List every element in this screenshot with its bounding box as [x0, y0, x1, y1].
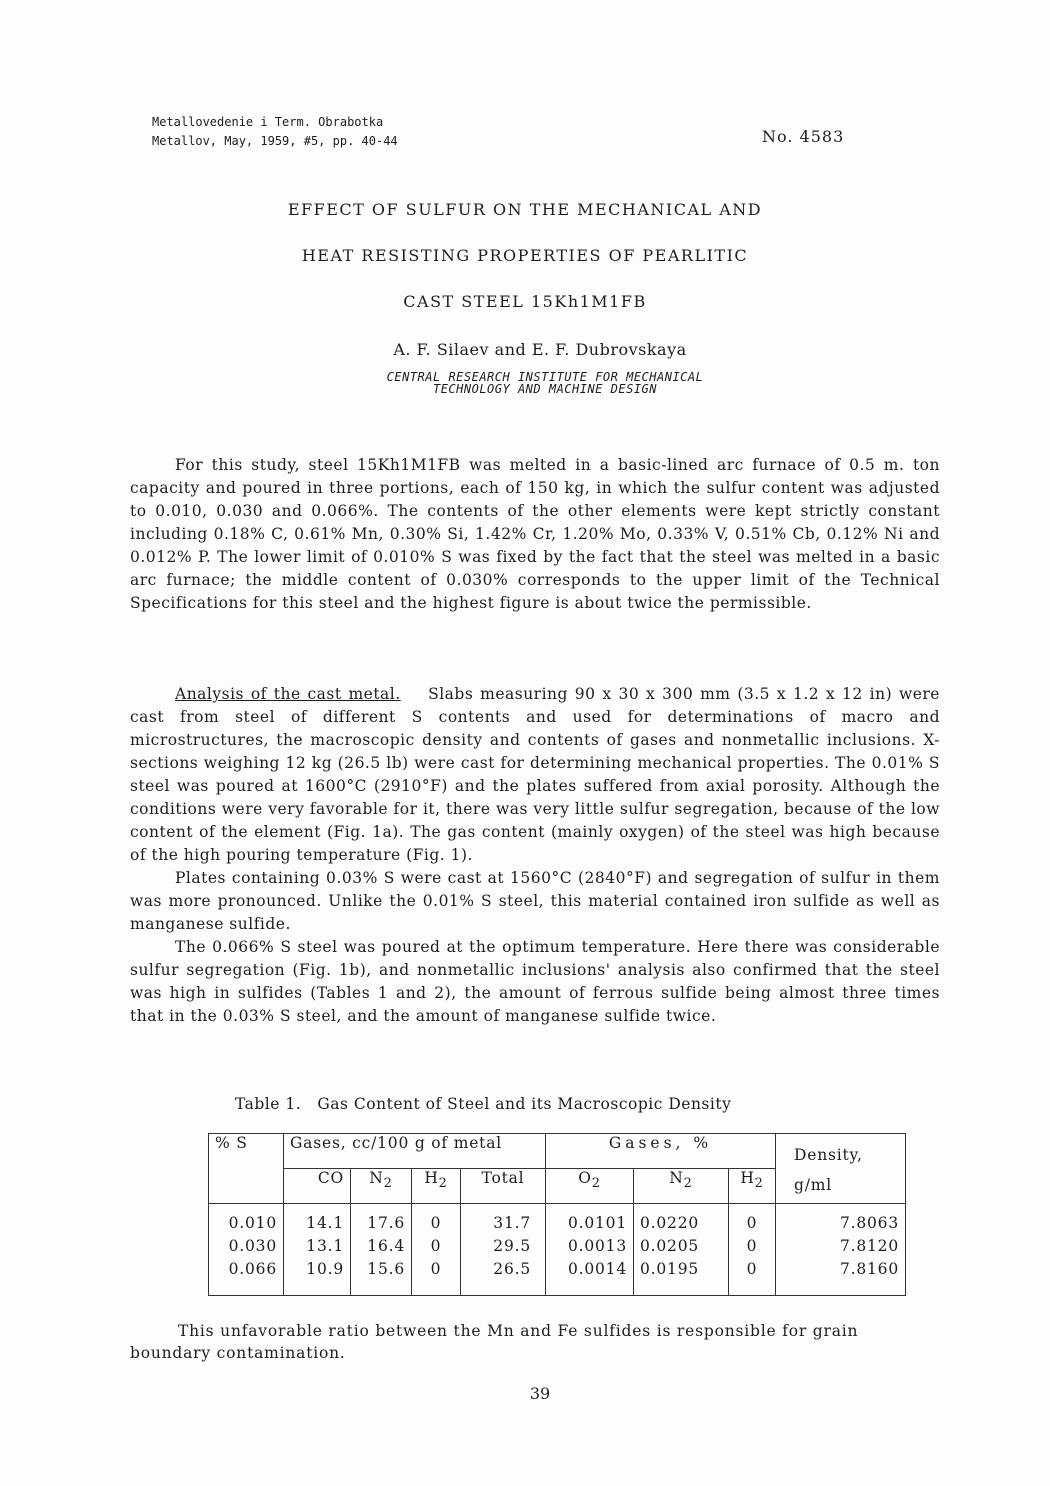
table-data-row — [209, 1204, 906, 1296]
intro-paragraph: For this study, steel 15Kh1M1FB was melted in a basic-lined arc furnace of 0.5 m. ton capacity and poured in three portions, each of 150 kg, in which the sulfur content was adjusted to 0.010, 0.030 and 0.066%. The contents of the other elements were kept strictly constant including 0.18% C, 0.61% Mn, 0.30% Si, 1.42% Cr, 1.20% Mo, 0.33% V, 0.51% Cb, 0.12% Ni and 0.012% P. The lower limit of 0.010% S was fixed by the fact that the steel was melted in a basic arc furnace; the middle content of 0.030% corresponds to the upper limit of the Technical Specifications for this steel and the highest figure is about twice the permissible. — [130, 456, 940, 612]
affiliation-line-1: CENTRAL RESEARCH INSTITUTE FOR MECHANICAL — [386, 370, 704, 384]
cell-co: 14.1 13.1 10.9 — [284, 1204, 351, 1296]
gas-content-table — [208, 1133, 906, 1296]
affiliation-line-2: TECHNOLOGY AND MACHINE DESIGN — [432, 382, 657, 396]
sub-header-h2-cc: $H_2$ — [412, 1169, 461, 1204]
analysis-text-1: Slabs measuring 90 x 30 x 300 mm (3.5 x 1.2 x 12 in) were cast from steel of different S contents and used for determinations of macro and microstructures, the macroscopic density and contents of gases and nonmetallic inclusions. X-sections weighing 12 kg (26.5 lb) were cast for determining mechanical properties. The 0.01% S steel was poured at 1600°C (2910°F) and the plates suffered from axial porosity. Although the conditions were very favorable for it, there was very little sulfur segregation, because of the low content of the element (Fig. 1a). The gas content (mainly oxygen) of the steel was high because of the high pouring temperature (Fig. 1). — [130, 685, 940, 864]
affiliation — [0, 371, 1050, 395]
journal-line-2: Metallov, May, 1959, #5, pp. 40-44 — [152, 134, 398, 148]
analysis-paragraph-2: Plates containing 0.03% S were cast at 1560°C (2840°F) and segregation of sulfur in them was more pronounced. Unlike the 0.01% S steel, this material contained iron sulfide as well as manganese sulfide. — [130, 869, 940, 933]
cell-sulfur: 0.010 0.030 0.066 — [209, 1204, 284, 1296]
analysis-heading: Analysis of the cast metal. — [175, 685, 401, 703]
density-label: Density, — [794, 1146, 863, 1164]
title-line-2: HEAT RESISTING PROPERTIES OF PEARLITIC — [301, 246, 749, 265]
closing-section — [130, 1320, 920, 1364]
cell-density: 7.8063 7.8120 7.8160 — [776, 1204, 906, 1296]
col-header-gases-cc: Gases, cc/100 g of metal — [284, 1134, 546, 1169]
journal-line-1: Metallovedenie i Term. Obrabotka — [152, 115, 384, 129]
sub-header-total: Total — [461, 1169, 546, 1204]
cell-h2-pct: 0 0 0 — [729, 1204, 776, 1296]
title-line-1: EFFECT OF SULFUR ON THE MECHANICAL AND — [287, 200, 763, 219]
sub-header-o2: $O_2$ — [546, 1169, 634, 1204]
cell-total: 31.7 29.5 26.5 — [461, 1204, 546, 1296]
analysis-paragraph-1 — [130, 683, 940, 867]
document-number: No. 4583 — [762, 127, 845, 146]
cell-o2: 0.0101 0.0013 0.0014 — [546, 1204, 634, 1296]
sub-header-co: CO — [284, 1169, 351, 1204]
col-header-sulfur: % S — [209, 1134, 284, 1204]
closing-paragraph: This unfavorable ratio between the Mn and Fe sulfides is responsible for grain boundary contamination. — [130, 1322, 859, 1362]
density-unit: g/ml — [794, 1176, 832, 1194]
col-header-density — [776, 1134, 906, 1204]
table-1-caption: Table 1. Gas Content of Steel and its Macroscopic Density — [235, 1095, 732, 1113]
analysis-section — [130, 683, 940, 1028]
journal-source — [152, 113, 398, 151]
cell-n2-cc: 17.6 16.4 15.6 — [351, 1204, 412, 1296]
cell-h2-cc: 0 0 0 — [412, 1204, 461, 1296]
sub-header-n2-cc: $N_2$ — [351, 1169, 412, 1204]
title-line-3: CAST STEEL 15Kh1M1FB — [403, 292, 647, 311]
authors: A. F. Silaev and E. F. Dubrovskaya — [393, 340, 687, 359]
col-header-gases-pct: Gases, % — [546, 1134, 776, 1169]
sub-header-h2-pct: $H_2$ — [729, 1169, 776, 1204]
cell-n2-pct: 0.0220 0.0205 0.0195 — [634, 1204, 729, 1296]
analysis-paragraph-3: The 0.066% S steel was poured at the optimum temperature. Here there was considerable sulfur segregation (Fig. 1b), and nonmetallic inclusions' analysis also confirmed that the steel was high in sulfides (Tables 1 and 2), the amount of ferrous sulfide being almost three times that in the 0.03% S steel, and the amount of manganese sulfide twice. — [130, 938, 940, 1025]
sub-header-n2-pct: $N_2$ — [634, 1169, 729, 1204]
page-number: 39 — [529, 1384, 551, 1403]
intro-section — [130, 454, 940, 615]
